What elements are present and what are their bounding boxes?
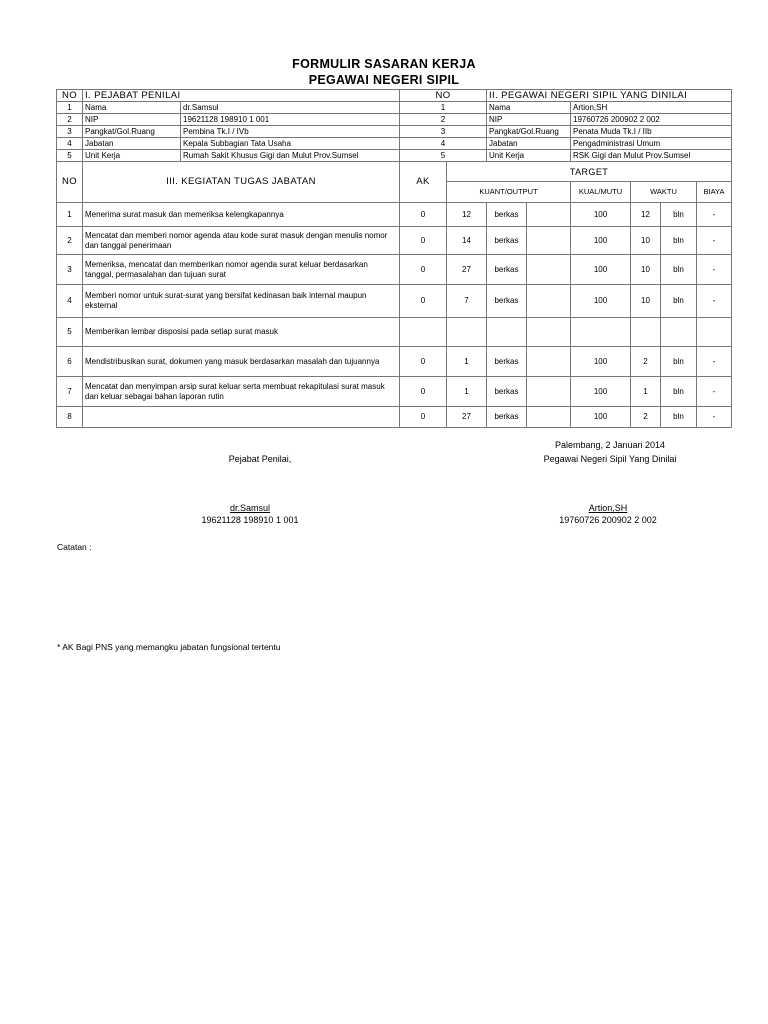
- identity-row: [57, 138, 732, 150]
- activity-mutu: 100: [571, 255, 631, 285]
- section-header-row: [57, 90, 732, 102]
- activity-row: [57, 318, 732, 347]
- pejabat-header: I. PEJABAT PENILAI: [83, 90, 400, 102]
- sasaran-kerja-table: [56, 89, 732, 428]
- pejabat-no: 4: [57, 138, 83, 150]
- pegawai-value: 19760726 200902 2 002: [571, 114, 732, 126]
- activity-ak: 0: [400, 255, 447, 285]
- pejabat-field: Jabatan: [83, 138, 181, 150]
- activity-unit: berkas: [487, 203, 527, 227]
- activity-desc: Memberi nomor untuk surat-surat yang bersifat kedinasan baik internal maupun eksternal: [83, 285, 400, 318]
- activity-waktu-unit: [661, 318, 697, 347]
- activity-waktu-unit: bln: [661, 407, 697, 428]
- right-signer-name: Artion,SH: [588, 503, 628, 513]
- activity-ak: 0: [400, 407, 447, 428]
- form-title: FORMULIR SASARAN KERJA: [292, 57, 476, 71]
- activity-ak: 0: [400, 227, 447, 255]
- activity-no: 4: [57, 285, 83, 318]
- activity-qty: [447, 318, 487, 347]
- activity-ak: [400, 318, 447, 347]
- activity-waktu: 1: [631, 377, 661, 407]
- pegawai-no: 4: [400, 138, 487, 150]
- activity-qty: 27: [447, 407, 487, 428]
- activity-desc: Mencatat dan menyimpan arsip surat keluar serta membuat rekapitulasi surat masuk dan keluar sebagai bahan laporan rutin: [83, 377, 400, 407]
- pejabat-value: Pembina Tk.I / IVb: [181, 126, 400, 138]
- activity-ak: 0: [400, 285, 447, 318]
- identity-row: [57, 114, 732, 126]
- kual-header: KUAL/MUTU: [571, 182, 631, 203]
- pejabat-value: Kepala Subbagian Tata Usaha: [181, 138, 400, 150]
- pejabat-value: Rumah Sakit Khusus Gigi dan Mulut Prov.Sumsel: [181, 150, 400, 162]
- pejabat-field: Pangkat/Gol.Ruang: [83, 126, 181, 138]
- activity-mutu: 100: [571, 377, 631, 407]
- activity-qty: 27: [447, 255, 487, 285]
- activity-mutu: 100: [571, 407, 631, 428]
- activity-no: 2: [57, 227, 83, 255]
- pegawai-field: Jabatan: [487, 138, 571, 150]
- identity-row: [57, 102, 732, 114]
- target-header: TARGET: [447, 162, 732, 182]
- activity-biaya: [697, 318, 732, 347]
- activity-biaya: -: [697, 227, 732, 255]
- activity-row: [57, 377, 732, 407]
- left-signer-name: dr.Samsul: [229, 503, 271, 513]
- pegawai-no: 5: [400, 150, 487, 162]
- place-date: Palembang, 2 Januari 2014: [554, 440, 666, 450]
- activity-qty: 7: [447, 285, 487, 318]
- activity-biaya: -: [697, 377, 732, 407]
- activity-qty: 14: [447, 227, 487, 255]
- pegawai-value: RSK Gigi dan Mulut Prov.Sumsel: [571, 150, 732, 162]
- activity-waktu-unit: bln: [661, 255, 697, 285]
- kuant-header: KUANT/OUTPUT: [447, 182, 571, 203]
- activity-no: 8: [57, 407, 83, 428]
- activity-waktu-unit: bln: [661, 203, 697, 227]
- activity-biaya: -: [697, 203, 732, 227]
- activity-unit: berkas: [487, 407, 527, 428]
- left-signer-role: Pejabat Penilai,: [228, 454, 292, 464]
- activity-ak: 0: [400, 203, 447, 227]
- pegawai-no: 2: [400, 114, 487, 126]
- activity-ak: 0: [400, 377, 447, 407]
- pegawai-no: 3: [400, 126, 487, 138]
- pejabat-value: 19621128 198910 1 001: [181, 114, 400, 126]
- right-signer-role: Pegawai Negeri Sipil Yang Dinilai: [543, 454, 677, 464]
- activity-desc: Memberikan lembar disposisi pada setiap surat masuk: [83, 318, 400, 347]
- activity-biaya: -: [697, 347, 732, 377]
- activity-waktu-unit: bln: [661, 377, 697, 407]
- identity-row: [57, 126, 732, 138]
- activity-waktu: 10: [631, 285, 661, 318]
- activity-qty: 1: [447, 377, 487, 407]
- activity-row: [57, 285, 732, 318]
- activity-unit: berkas: [487, 377, 527, 407]
- left-signer-nip: 19621128 198910 1 001: [201, 515, 299, 525]
- pejabat-field: NIP: [83, 114, 181, 126]
- activity-no: 5: [57, 318, 83, 347]
- activity-waktu: [631, 318, 661, 347]
- pejabat-no: 1: [57, 102, 83, 114]
- activity-qty: 1: [447, 347, 487, 377]
- footnote: * AK Bagi PNS yang memangku jabatan fungsional tertentu: [57, 642, 281, 652]
- ak-header: AK: [400, 162, 447, 203]
- activity-mutu: [571, 318, 631, 347]
- activity-biaya: -: [697, 407, 732, 428]
- pegawai-value: Pengadministrasi Umum: [571, 138, 732, 150]
- waktu-header: WAKTU: [631, 182, 697, 203]
- activity-desc: Menerima surat masuk dan memeriksa kelengkapannya: [83, 203, 400, 227]
- activity-waktu: 12: [631, 203, 661, 227]
- activity-waktu: 2: [631, 347, 661, 377]
- activity-mutu: 100: [571, 347, 631, 377]
- activity-waktu-unit: bln: [661, 285, 697, 318]
- activity-desc: Memeriksa, mencatat dan memberikan nomor agenda surat keluar berdasarkan tanggal, permasalahan dan tujuan surat: [83, 255, 400, 285]
- activity-row: [57, 407, 732, 428]
- activity-waktu: 10: [631, 255, 661, 285]
- pejabat-field: Nama: [83, 102, 181, 114]
- activity-mutu: 100: [571, 285, 631, 318]
- activity-no: 1: [57, 203, 83, 227]
- pegawai-no-header: NO: [400, 90, 487, 102]
- pegawai-header: II. PEGAWAI NEGERI SIPIL YANG DINILAI: [487, 90, 732, 102]
- pejabat-field: Unit Kerja: [83, 150, 181, 162]
- activity-unit: berkas: [487, 227, 527, 255]
- activity-waktu-unit: bln: [661, 347, 697, 377]
- activity-waktu-unit: bln: [661, 227, 697, 255]
- activity-row: [57, 203, 732, 227]
- activity-no: 6: [57, 347, 83, 377]
- activity-unit: berkas: [487, 347, 527, 377]
- activity-row: [57, 347, 732, 377]
- pejabat-no: 2: [57, 114, 83, 126]
- activity-mutu: 100: [571, 203, 631, 227]
- activity-qty: 12: [447, 203, 487, 227]
- activity-unit: berkas: [487, 255, 527, 285]
- activity-no: 7: [57, 377, 83, 407]
- pegawai-field: Pangkat/Gol.Ruang: [487, 126, 571, 138]
- biaya-header: BIAYA: [697, 182, 732, 203]
- activity-row: [57, 227, 732, 255]
- activity-ak: 0: [400, 347, 447, 377]
- pegawai-field: Unit Kerja: [487, 150, 571, 162]
- pegawai-field: Nama: [487, 102, 571, 114]
- activity-no-header: NO: [57, 162, 83, 203]
- activity-desc: Mendistribusikan surat, dokumen yang masuk berdasarkan masalah dan tujuannya: [83, 347, 400, 377]
- pegawai-no: 1: [400, 102, 487, 114]
- activity-header-row: [57, 162, 732, 182]
- pegawai-value: Artion,SH: [571, 102, 732, 114]
- activity-mutu: 100: [571, 227, 631, 255]
- activity-waktu: 10: [631, 227, 661, 255]
- pegawai-value: Penata Muda Tk.I / IIb: [571, 126, 732, 138]
- activity-desc: [83, 407, 400, 428]
- pejabat-no: 5: [57, 150, 83, 162]
- pejabat-value: dr.Samsul: [181, 102, 400, 114]
- activity-title-header: III. KEGIATAN TUGAS JABATAN: [83, 162, 400, 203]
- pegawai-field: NIP: [487, 114, 571, 126]
- pejabat-no-header: NO: [57, 90, 83, 102]
- pejabat-no: 3: [57, 126, 83, 138]
- form-subtitle: PEGAWAI NEGERI SIPIL: [308, 73, 460, 87]
- activity-unit: berkas: [487, 285, 527, 318]
- activity-desc: Mencatat dan memberi nomor agenda atau kode surat masuk dengan menulis nomor dan tanggal penerimaan: [83, 227, 400, 255]
- activity-biaya: -: [697, 255, 732, 285]
- activity-unit: [487, 318, 527, 347]
- catatan-label: Catatan :: [57, 542, 92, 552]
- activity-biaya: -: [697, 285, 732, 318]
- activity-waktu: 2: [631, 407, 661, 428]
- right-signer-nip: 19760726 200902 2 002: [559, 515, 657, 525]
- activity-row: [57, 255, 732, 285]
- identity-row: [57, 150, 732, 162]
- activity-no: 3: [57, 255, 83, 285]
